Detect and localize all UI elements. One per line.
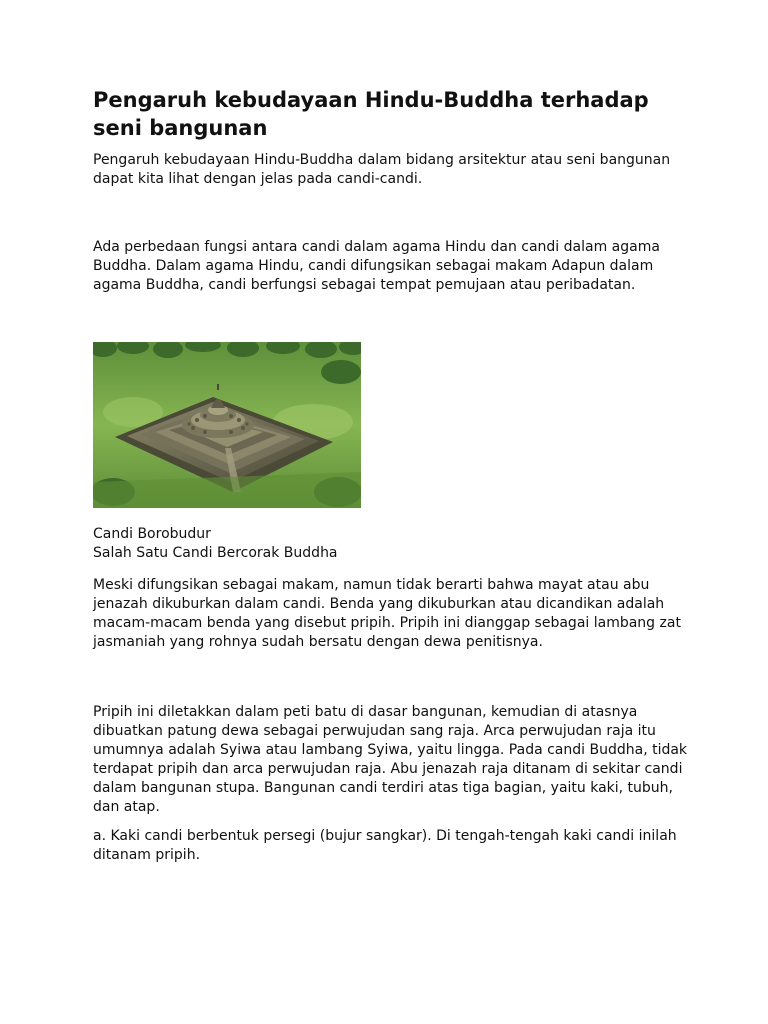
paragraph-function: Ada perbedaan fungsi antara candi dalam agama Hindu dan candi dalam agama Buddha. Dalam agama Hindu, candi difungsikan sebagai makam Adapun dalam agama Buddha, candi berfungsi sebagai tempat pemujaan atau peribadatan. [93, 239, 660, 293]
caption-title: Candi Borobudur [93, 526, 211, 542]
photo-caption [93, 525, 693, 563]
paragraph-intro: Pengaruh kebudayaan Hindu-Buddha dalam bidang arsitektur atau seni bangunan dapat kita lihat dengan jelas pada candi-candi. [93, 152, 671, 187]
paragraph-pripih: Meski difungsikan sebagai makam, namun tidak berarti bahwa mayat atau abu jenazah dikuburkan dalam candi. Benda yang dikuburkan atau dicandikan adalah macam-macam benda yang disebut pripih. Pripih ini dianggap sebagai lambang zat jasmaniah yang rohnya sudah bersatu dengan dewa penitisnya. [93, 577, 681, 650]
document-title: Pengaruh kebudayaan Hindu-Buddha terhadap seni bangunan [93, 88, 649, 140]
document-content [93, 86, 693, 865]
paragraph-kaki-candi: a. Kaki candi berbentuk persegi (bujur sangkar). Di tengah-tengah kaki candi inilah ditanam pripih. [93, 828, 677, 863]
borobudur-photo [93, 342, 361, 508]
paragraph-placement: Pripih ini diletakkan dalam peti batu di dasar bangunan, kemudian di atasnya dibuatkan patung dewa sebagai perwujudan sang raja. Arca perwujudan raja itu umumnya adalah Syiwa atau lambang Syiwa, yaitu lingga. Pada candi Buddha, tidak terdapat pripih dan arca perwujudan raja. Abu jenazah raja ditanam di sekitar candi dalam bangunan stupa. Bangunan candi terdiri atas tiga bagian, yaitu kaki, tubuh, dan atap. [93, 704, 688, 815]
caption-subtitle: Salah Satu Candi Bercorak Buddha [93, 545, 338, 561]
